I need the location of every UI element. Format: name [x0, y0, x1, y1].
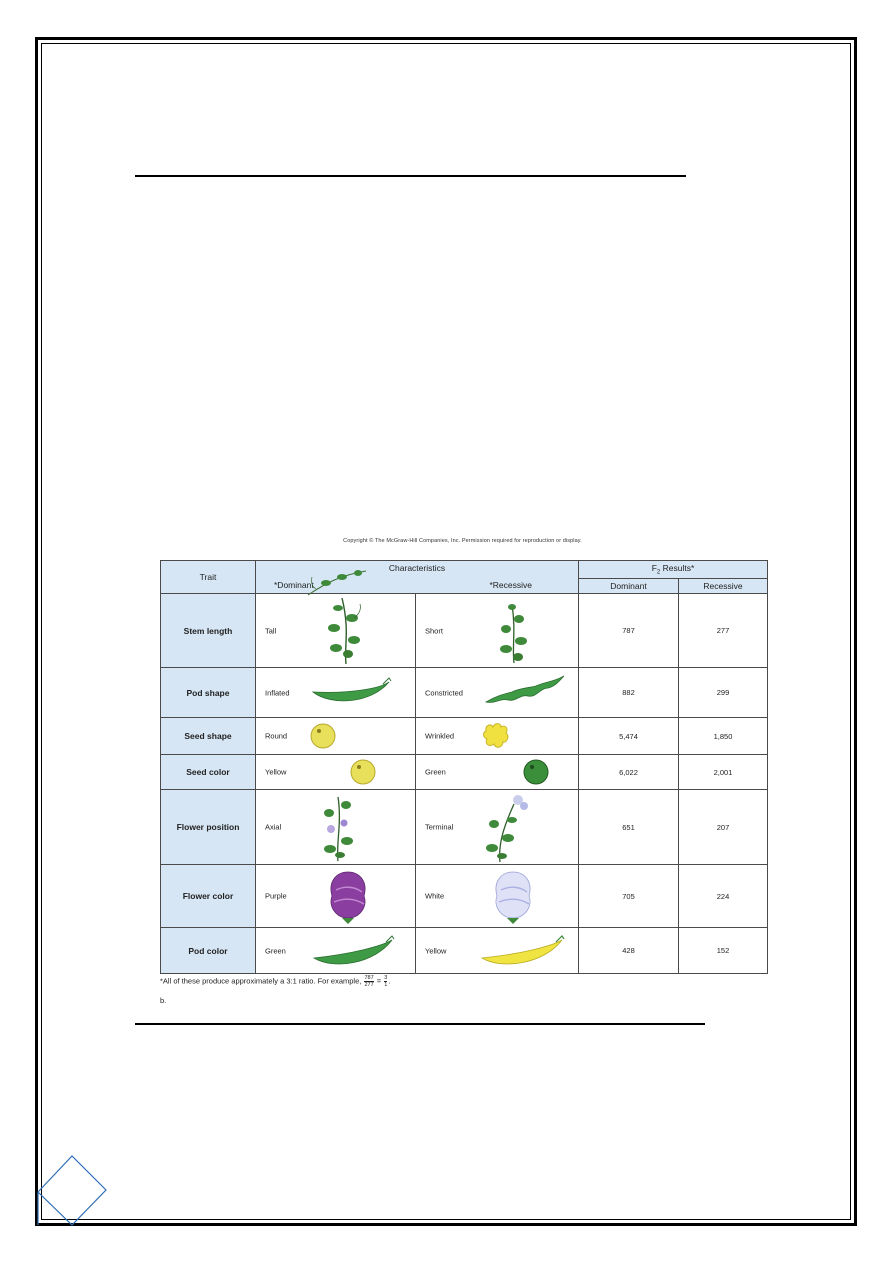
recessive-count: 207 [679, 790, 768, 865]
trait-label: Stem length [161, 594, 256, 668]
round-seed-icon [309, 722, 337, 750]
dominant-cell [256, 790, 416, 865]
dominant-cell [256, 865, 416, 928]
recessive-label: Wrinkled [425, 731, 455, 741]
header-f2-results: $F_2$ Results* [579, 561, 768, 579]
recessive-count: 224 [679, 865, 768, 928]
table-row [161, 755, 768, 790]
trait-label: Flower color [161, 865, 256, 928]
table-row [161, 790, 768, 865]
mendel-traits-figure [160, 560, 767, 973]
tall-plant-icon [314, 596, 374, 666]
trait-label: Pod color [161, 928, 256, 974]
constricted-pod-icon [484, 674, 566, 708]
yellow-pod-icon [480, 934, 566, 968]
recessive-cell [416, 718, 579, 755]
traits-table [160, 560, 768, 974]
dominant-label: Purple [265, 891, 287, 901]
recessive-count: 1,850 [679, 718, 768, 755]
recessive-cell [416, 755, 579, 790]
recessive-label: Terminal [425, 822, 454, 832]
green-seed-icon [522, 758, 550, 786]
recessive-count: 152 [679, 928, 768, 974]
top-rule [135, 175, 686, 177]
table-row [161, 928, 768, 974]
dominant-label: Round [265, 731, 288, 741]
header-characteristics: Characteristics *Dominant *Recessive [256, 561, 579, 594]
dominant-label: Inflated [265, 688, 290, 697]
recessive-count: 2,001 [679, 755, 768, 790]
dominant-count: 787 [579, 594, 679, 668]
trait-label: Pod shape [161, 668, 256, 718]
table-row [161, 718, 768, 755]
dominant-cell [256, 755, 416, 790]
dominant-count: 651 [579, 790, 679, 865]
fraction-787-277: $\frac{787}{277}$ [364, 975, 374, 988]
fraction-3-1: $\frac{3}{1}$ [384, 975, 388, 988]
recessive-cell [416, 865, 579, 928]
header-recessive: Recessive [679, 579, 768, 594]
dominant-label: Tall [265, 626, 277, 635]
corner-diamond-icon [34, 1152, 114, 1227]
recessive-cell [416, 594, 579, 668]
dominant-label: Green [265, 946, 286, 955]
bottom-rule [135, 1023, 705, 1025]
white-flower-icon [491, 868, 535, 926]
recessive-label: Green [425, 767, 446, 777]
copyright-notice: Copyright © The McGraw-Hill Companies, Inc. Permission required for reproduction or display. [343, 538, 582, 544]
dominant-count: 705 [579, 865, 679, 928]
table-row [161, 865, 768, 928]
header-dominant-char: *Dominant [274, 580, 314, 590]
axial-flower-plant-icon [314, 793, 364, 863]
short-plant-icon [488, 599, 538, 665]
table-row [161, 594, 768, 668]
recessive-cell [416, 668, 579, 718]
dominant-label: Axial [265, 822, 282, 832]
table-row [161, 668, 768, 718]
dominant-count: 428 [579, 928, 679, 974]
green-pod-icon [312, 934, 396, 968]
inflated-pod-icon [311, 676, 393, 708]
trait-label: Seed shape [161, 718, 256, 755]
yellow-seed-icon [349, 758, 377, 786]
dominant-cell [256, 594, 416, 668]
recessive-label: Constricted [425, 688, 463, 697]
dominant-count: 882 [579, 668, 679, 718]
trait-label: Flower position [161, 790, 256, 865]
recessive-count: 277 [679, 594, 768, 668]
recessive-label: Yellow [425, 946, 447, 955]
dominant-label: Yellow [265, 767, 287, 777]
dominant-cell [256, 928, 416, 974]
wrinkled-seed-icon [481, 721, 511, 751]
recessive-cell [416, 790, 579, 865]
terminal-flower-plant-icon [478, 792, 532, 864]
recessive-label: Short [425, 626, 443, 635]
header-dominant: Dominant [579, 579, 679, 594]
header-recessive-char: *Recessive [489, 580, 532, 590]
dominant-cell [256, 668, 416, 718]
recessive-label: White [425, 891, 445, 901]
dominant-count: 6,022 [579, 755, 679, 790]
purple-flower-icon [326, 868, 370, 926]
recessive-count: 299 [679, 668, 768, 718]
dominant-cell [256, 718, 416, 755]
trait-label: Seed color [161, 755, 256, 790]
header-trait: Trait [161, 561, 256, 594]
recessive-cell [416, 928, 579, 974]
dominant-count: 5,474 [579, 718, 679, 755]
panel-label: b. [160, 996, 167, 1005]
ratio-footnote: *All of these produce approximately a 3:1 ratio. For example, $\frac{787}{277}$ = $\frac{3}{1}$ . [160, 975, 391, 988]
